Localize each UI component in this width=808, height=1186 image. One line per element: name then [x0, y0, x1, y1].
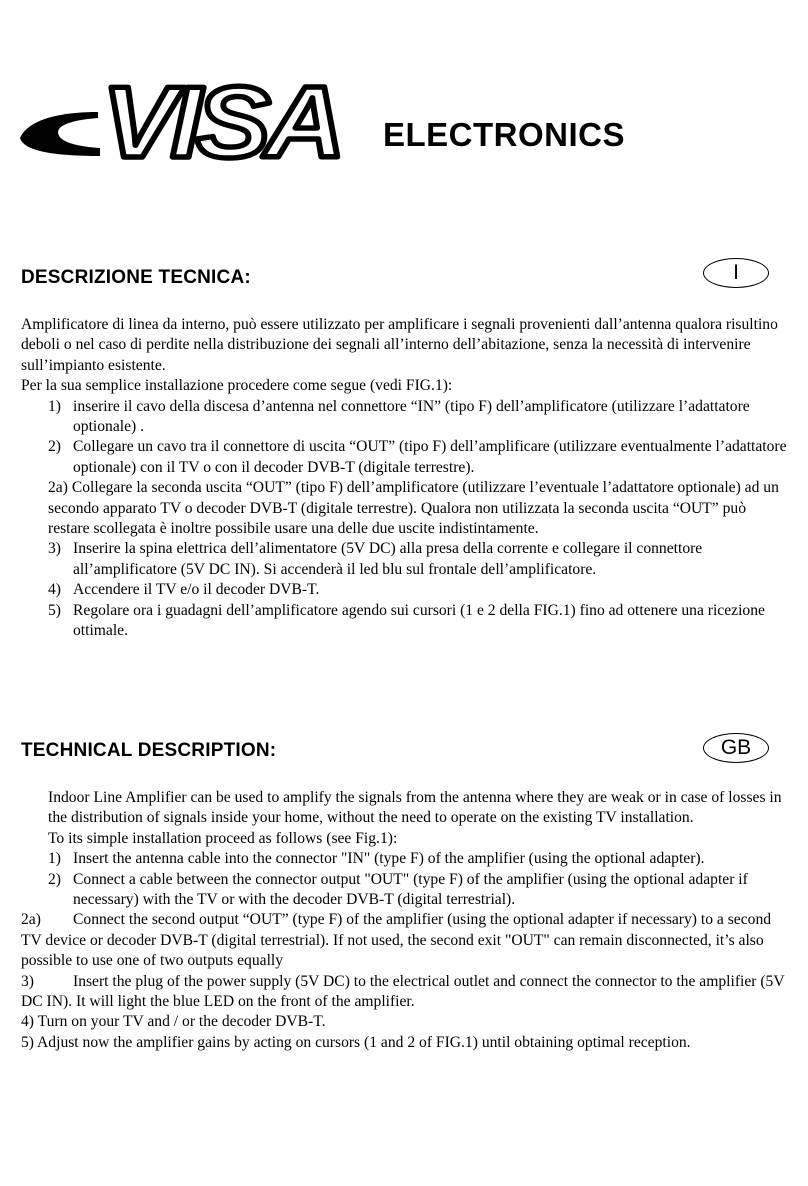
english-body [21, 788, 791, 1053]
step-number: 1) [48, 850, 61, 868]
english-intro: Indoor Line Amplifier can be used to amplify the signals from the antenna where they are weak or in case of losses in the distribution of signals inside your home, without the need to operate on the existing TV installation. [48, 789, 782, 827]
step-text: Regolare ora i guadagni dell’amplificatore agendo sui cursori (1 e 2 della FIG.1) fino ad ottenere una ricezione ottimale. [73, 601, 765, 640]
step-number: 2a) [21, 911, 41, 929]
italian-step-5 [21, 601, 791, 642]
english-step-2 [21, 870, 791, 911]
heading-english: TECHNICAL DESCRIPTION: [21, 740, 277, 761]
logo-brand: VISA [102, 66, 340, 179]
step-number: 5) [48, 601, 61, 619]
english-step-5 [21, 1033, 791, 1053]
english-step-2a [21, 910, 791, 971]
step-text: inserire il cavo della discesa d’antenna nel connettore “IN” (tipo F) dell’amplificatore (utilizzare l’adattatore optionale) . [73, 397, 750, 436]
italian-lead: Per la sua semplice installazione procedere come segue (vedi FIG.1): [21, 377, 453, 395]
step-text: Accendere il TV e/o il decoder DVB-T. [73, 581, 320, 599]
step-number: 2) [48, 438, 61, 456]
italian-step-3 [21, 539, 791, 580]
step-number: 2a) [48, 479, 68, 497]
step-text: Insert the antenna cable into the connector "IN" (type F) of the amplifier (using the optional adapter). [73, 850, 705, 868]
badge-italian: I [703, 258, 769, 288]
step-number: 3) [21, 972, 34, 990]
step-number: 2) [48, 870, 61, 888]
visa-electronics-logo [18, 60, 643, 180]
step-text: Insert the plug of the power supply (5V DC) to the electrical outlet and connect the connector to the amplifier (5V DC IN). It will light the blue LED on the front of the amplifier. [21, 972, 785, 1011]
step-text: Adjust now the amplifier gains by acting on cursors (1 and 2 of FIG.1) until obtaining optimal reception. [37, 1033, 691, 1051]
english-step-3 [21, 972, 791, 1013]
step-number: 1) [48, 397, 61, 415]
step-text: Turn on your TV and / or the decoder DVB-T. [37, 1013, 326, 1031]
step-number: 3) [48, 540, 61, 558]
step-number: 4) [21, 1013, 34, 1031]
step-text: Connect the second output “OUT” (type F) of the amplifier (using the optional adapter if necessary) to a second TV device or decoder DVB-T (digital terrestrial). If not used, the second exit "OUT" can remain disconnected, it’s also possible to use one of two outputs equally [21, 911, 772, 970]
step-text: Collegare un cavo tra il connettore di uscita “OUT” (tipo F) dell’amplificare (utilizzare eventualmente l’adattatore optionale) con il TV o con il decoder DVB-T (digitale terrestre). [73, 438, 787, 476]
step-number: 5) [21, 1033, 34, 1051]
step-text: Collegare la seconda uscita “OUT” (tipo F) dell’amplificatore (utilizzare l’eventuale l’adattatore optionale) ad un secondo apparato TV o decoder DVB-T (digitale terrestre). Qualora non utilizzata la seconda uscita “OUT” può restare scollegata è inoltre possibile usare una delle due uscite indistintamente. [48, 479, 779, 538]
badge-english: GB [703, 733, 769, 763]
italian-step-4 [21, 580, 791, 600]
step-text: Connect a cable between the connector output "OUT" (type F) of the amplifier (using the optional adapter if necessary) with the TV or with the decoder DVB-T (digital terrestrial). [73, 870, 748, 909]
italian-step-2a [21, 478, 791, 539]
logo-swoosh [20, 112, 100, 156]
step-number: 4) [48, 581, 61, 599]
english-lead: To its simple installation proceed as follows (see Fig.1): [48, 829, 398, 847]
logo-sub: ELECTRONICS [383, 116, 626, 153]
italian-intro: Amplificatore di linea da interno, può essere utilizzato per amplificare i segnali provenienti dall’antenna qualora risultino deboli o nel caso di perdite nella distribuzione dei segnali all’interno dell’abitazione, senza la necessità di intervenire sull’impianto esistente. [21, 316, 778, 374]
step-text: Inserire la spina elettrica dell’alimentatore (5V DC) alla presa della corrente e collegare il connettore all’amplificatore (5V DC IN). Si accenderà il led blu sul frontale dell’amplificatore. [73, 540, 703, 578]
italian-body [21, 315, 791, 642]
italian-step-1 [21, 397, 791, 438]
heading-italian: DESCRIZIONE TECNICA: [21, 267, 251, 288]
italian-step-2 [21, 437, 791, 478]
english-step-1 [21, 849, 791, 869]
english-step-4 [21, 1012, 791, 1032]
